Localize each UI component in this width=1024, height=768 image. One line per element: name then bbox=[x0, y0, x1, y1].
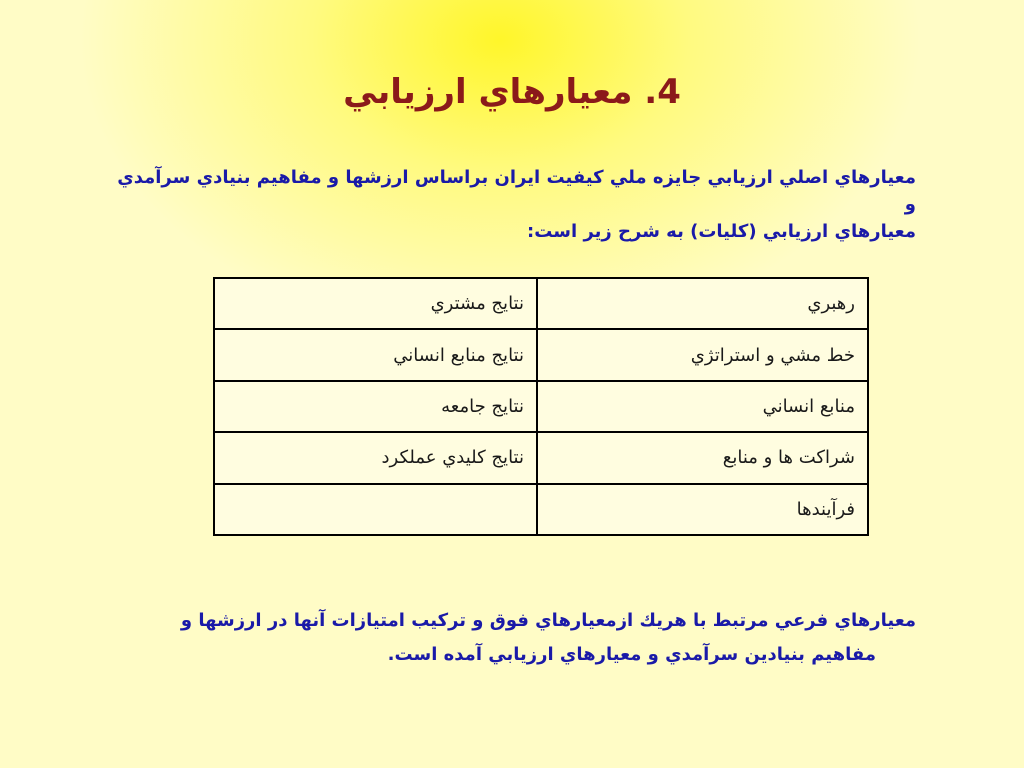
intro-line-3: معيارهاي ارزيابي (كليات) به شرح زير است: bbox=[527, 221, 916, 242]
table-cell-enabler: رهبري bbox=[537, 278, 868, 329]
table-cell-enabler: منابع انساني bbox=[537, 381, 868, 432]
table-cell-result: نتايج مشتري bbox=[214, 278, 537, 329]
table-cell-enabler: شراكت ها و منابع bbox=[537, 432, 868, 483]
table-row bbox=[214, 329, 868, 380]
table-cell-enabler: فرآيندها bbox=[537, 484, 868, 535]
table-cell-result: نتايج كليدي عملكرد bbox=[214, 432, 537, 483]
table-row bbox=[214, 278, 868, 329]
bottom-line-1: معيارهاي فرعي مرتبط با هريك ازمعيارهاي فوق و تركيب امتيازات آنها در ارزشها و bbox=[180, 610, 916, 631]
intro-line-1: معيارهاي اصلي ارزيابي جايزه ملي كيفيت ايران براساس ارزشها و مفاهيم بنيادي سرآمدي bbox=[117, 167, 916, 188]
table-row bbox=[214, 381, 868, 432]
bottom-text bbox=[96, 604, 916, 672]
table-cell-result: نتايج جامعه bbox=[214, 381, 537, 432]
table-row bbox=[214, 432, 868, 483]
table-row bbox=[214, 484, 868, 535]
intro-text bbox=[36, 162, 916, 248]
bottom-line-2: مفاهيم بنيادين سرآمدي و معيارهاي ارزيابي آمده است. bbox=[387, 644, 876, 665]
table-cell-result bbox=[214, 484, 537, 535]
table-cell-result: نتايج منابع انساني bbox=[214, 329, 537, 380]
slide-title: 4. معيارهاي ارزيابي bbox=[343, 72, 681, 112]
criteria-table bbox=[213, 277, 869, 536]
table-cell-enabler: خط مشي و استراتژي bbox=[537, 329, 868, 380]
intro-line-2: و bbox=[904, 194, 916, 215]
